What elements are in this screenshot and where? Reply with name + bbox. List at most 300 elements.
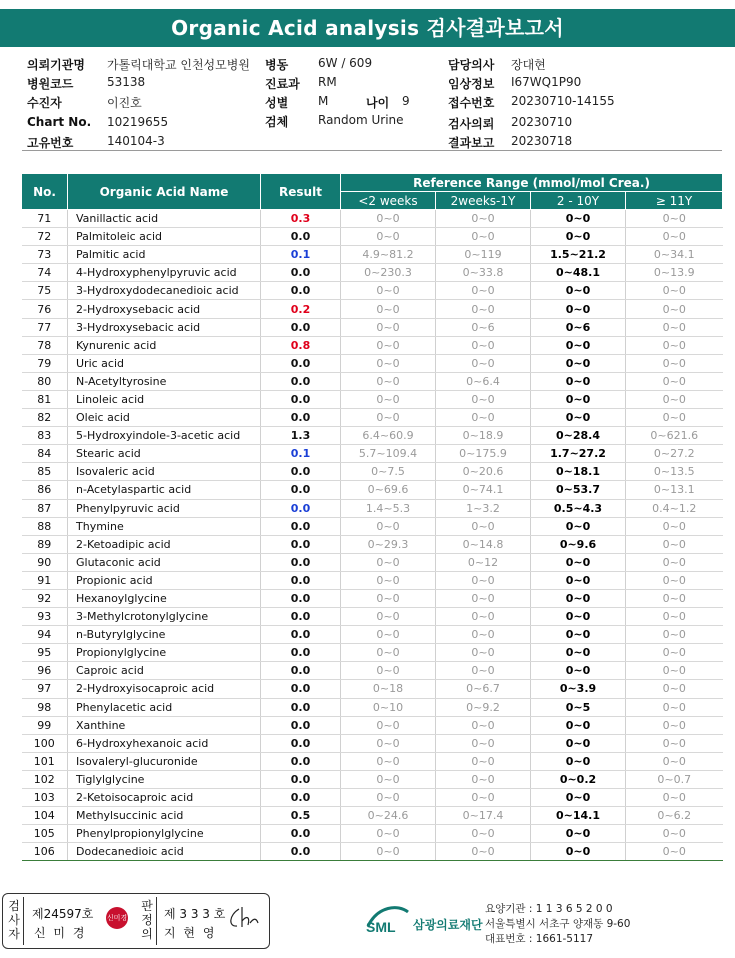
result-value: 0.0 (261, 228, 341, 246)
age-value: 9 (402, 94, 410, 108)
table-row (22, 445, 723, 463)
ref-lt2w: 0~0 (341, 282, 436, 300)
lab-address: 서울특별시 서초구 양재동 9-60 (485, 918, 631, 930)
table-row (22, 589, 723, 607)
acid-name: Uric acid (68, 354, 261, 372)
ref-2-10y: 0~0 (531, 843, 626, 861)
acid-name: Dodecanedioic acid (68, 843, 261, 861)
ref-2-10y: 0~18.1 (531, 463, 626, 481)
table-row (22, 698, 723, 716)
ref-gte11y: 0~13.5 (626, 463, 723, 481)
row-number: 75 (22, 282, 68, 300)
ref-gte11y: 0~6.2 (626, 807, 723, 825)
ref-lt2w: 0~24.6 (341, 807, 436, 825)
row-number: 80 (22, 372, 68, 390)
ref-2-10y: 1.5~21.2 (531, 246, 626, 264)
acid-name: Propionylglycine (68, 644, 261, 662)
row-number: 73 (22, 246, 68, 264)
ref-2w1y: 0~0 (436, 662, 531, 680)
ref-2w1y: 0~0 (436, 843, 531, 861)
acid-name: Tiglylglycine (68, 770, 261, 788)
table-row (22, 481, 723, 499)
ref-2-10y: 0~53.7 (531, 481, 626, 499)
ref-2-10y: 0~0 (531, 734, 626, 752)
row-number: 83 (22, 427, 68, 445)
ref-2w1y: 0~14.8 (436, 535, 531, 553)
logo-mark: SML (366, 919, 396, 935)
tester-seal: 신미경 (106, 907, 128, 929)
row-number: 76 (22, 300, 68, 318)
acid-name: Hexanoylglycine (68, 589, 261, 607)
table-row (22, 680, 723, 698)
ref-gte11y: 0~0 (626, 698, 723, 716)
ref-lt2w: 0~230.3 (341, 264, 436, 282)
ref-lt2w: 0~0 (341, 228, 436, 246)
ref-gte11y: 0~0 (626, 553, 723, 571)
ref-2w1y: 0~175.9 (436, 445, 531, 463)
ref-lt2w: 0~0 (341, 626, 436, 644)
ref-2w1y: 0~0 (436, 571, 531, 589)
row-number: 89 (22, 535, 68, 553)
ref-2w1y: 0~0 (436, 228, 531, 246)
table-row (22, 789, 723, 807)
ward-value: 6W / 609 (318, 56, 373, 70)
row-number: 79 (22, 354, 68, 372)
acid-name: Caproic acid (68, 662, 261, 680)
table-row (22, 517, 723, 535)
row-number: 106 (22, 843, 68, 861)
ref-2w1y: 0~0 (436, 644, 531, 662)
result-value: 0.0 (261, 843, 341, 861)
table-row (22, 499, 723, 517)
divider (23, 897, 24, 945)
result-value: 0.0 (261, 734, 341, 752)
table-row (22, 228, 723, 246)
ref-lt2w: 0~0 (341, 300, 436, 318)
result-value: 0.0 (261, 264, 341, 282)
ref-lt2w: 0~0 (341, 608, 436, 626)
result-value: 0.0 (261, 825, 341, 843)
acid-name: Isovaleric acid (68, 463, 261, 481)
ref-2w1y: 1~3.2 (436, 499, 531, 517)
ref-lt2w: 0~0 (341, 843, 436, 861)
table-row (22, 390, 723, 408)
ref-gte11y: 0~0 (626, 354, 723, 372)
row-number: 98 (22, 698, 68, 716)
table-row (22, 372, 723, 390)
info-divider (22, 150, 722, 151)
ref-gte11y: 0~0 (626, 589, 723, 607)
table-row (22, 825, 723, 843)
ref-2w1y: 0~0 (436, 517, 531, 535)
table-row (22, 716, 723, 734)
ref-gte11y: 0~0 (626, 608, 723, 626)
ref-gte11y: 0~13.1 (626, 481, 723, 499)
result-value: 0.0 (261, 372, 341, 390)
ref-2w1y: 0~0 (436, 770, 531, 788)
ref-2w1y: 0~6.4 (436, 372, 531, 390)
reviewer-license: 제 3 3 3 호 (164, 907, 226, 921)
ref-gte11y: 0~0 (626, 680, 723, 698)
row-number: 104 (22, 807, 68, 825)
acid-name: 6-Hydroxyhexanoic acid (68, 734, 261, 752)
ref-lt2w: 0~0 (341, 553, 436, 571)
acid-name: 3-Hydroxysebacic acid (68, 318, 261, 336)
ref-2-10y: 0~0 (531, 752, 626, 770)
row-number: 90 (22, 553, 68, 571)
acid-name: Linoleic acid (68, 390, 261, 408)
acid-name: Phenylacetic acid (68, 698, 261, 716)
ref-gte11y: 0~0 (626, 390, 723, 408)
lab-code: 요양기관 : 1 1 3 6 5 2 0 0 (485, 903, 613, 915)
ref-2-10y: 0~28.4 (531, 427, 626, 445)
acid-name: 3-Methylcrotonylglycine (68, 608, 261, 626)
ref-2-10y: 0~0 (531, 626, 626, 644)
row-number: 86 (22, 481, 68, 499)
ref-lt2w: 0~29.3 (341, 535, 436, 553)
table-row (22, 210, 723, 228)
request-value: 20230710 (511, 115, 573, 129)
result-value: 0.0 (261, 626, 341, 644)
ref-lt2w: 0~0 (341, 789, 436, 807)
ref-2-10y: 0~0 (531, 553, 626, 571)
unique-value: 140104-3 (107, 134, 165, 148)
col-header-name: Organic Acid Name (68, 174, 261, 210)
ref-gte11y: 0~0 (626, 282, 723, 300)
ref-gte11y: 0~0 (626, 210, 723, 228)
ref-2-10y: 0~0 (531, 354, 626, 372)
receipt-label: 접수번호 (448, 96, 495, 110)
ref-2-10y: 0~6 (531, 318, 626, 336)
ref-2w1y: 0~6 (436, 318, 531, 336)
chart-label: Chart No. (27, 115, 92, 129)
report-label: 결과보고 (448, 136, 495, 150)
row-number: 95 (22, 644, 68, 662)
result-value: 0.2 (261, 300, 341, 318)
ref-2-10y: 1.7~27.2 (531, 445, 626, 463)
ref-gte11y: 0~0 (626, 372, 723, 390)
ref-2w1y: 0~0 (436, 752, 531, 770)
result-value: 0.0 (261, 318, 341, 336)
ref-lt2w: 0~0 (341, 644, 436, 662)
ref-lt2w: 0~0 (341, 825, 436, 843)
doctor-value: 장대현 (511, 58, 546, 72)
acid-name: 5-Hydroxyindole-3-acetic acid (68, 427, 261, 445)
table-row (22, 336, 723, 354)
code-value: 53138 (107, 75, 146, 89)
dept-value: RM (318, 75, 337, 89)
acid-name: Isovaleryl-glucuronide (68, 752, 261, 770)
ref-lt2w: 0~18 (341, 680, 436, 698)
ref-lt2w: 5.7~109.4 (341, 445, 436, 463)
ref-lt2w: 0~0 (341, 318, 436, 336)
row-number: 96 (22, 662, 68, 680)
ref-2w1y: 0~119 (436, 246, 531, 264)
sex-value: M (318, 94, 329, 108)
report-value: 20230718 (511, 134, 573, 148)
ref-gte11y: 0~0 (626, 716, 723, 734)
result-value: 0.0 (261, 789, 341, 807)
ref-gte11y: 0~0.7 (626, 770, 723, 788)
acid-name: Palmitic acid (68, 246, 261, 264)
acid-name: Vanillactic acid (68, 210, 261, 228)
tester-label: 검사자 (8, 899, 20, 941)
ref-2w1y: 0~0 (436, 825, 531, 843)
clinical-value: I67WQ1P90 (511, 75, 582, 89)
row-number: 92 (22, 589, 68, 607)
col-header-ref-2-10y: 2 - 10Y (531, 192, 626, 210)
ref-gte11y: 0~0 (626, 825, 723, 843)
result-value: 0.0 (261, 589, 341, 607)
acid-name: N-Acetyltyrosine (68, 372, 261, 390)
acid-name: Thymine (68, 517, 261, 535)
ref-gte11y: 0~0 (626, 517, 723, 535)
acid-name: Glutaconic acid (68, 553, 261, 571)
result-value: 0.0 (261, 571, 341, 589)
table-row (22, 752, 723, 770)
ref-gte11y: 0.4~1.2 (626, 499, 723, 517)
reviewer-label: 판정의 (141, 899, 153, 941)
name-value: 이진호 (107, 96, 142, 110)
ref-2w1y: 0~18.9 (436, 427, 531, 445)
divider (156, 897, 157, 945)
ref-lt2w: 0~0 (341, 409, 436, 427)
result-value: 0.0 (261, 481, 341, 499)
ref-gte11y: 0~0 (626, 734, 723, 752)
ref-gte11y: 0~0 (626, 662, 723, 680)
ref-2-10y: 0~0 (531, 571, 626, 589)
ref-2-10y: 0~0.2 (531, 770, 626, 788)
ref-2w1y: 0~0 (436, 300, 531, 318)
result-value: 0.0 (261, 553, 341, 571)
table-row (22, 843, 723, 861)
name-label: 수진자 (27, 96, 62, 110)
ref-2-10y: 0~0 (531, 608, 626, 626)
row-number: 97 (22, 680, 68, 698)
row-number: 103 (22, 789, 68, 807)
ref-2w1y: 0~0 (436, 734, 531, 752)
result-value: 0.5 (261, 807, 341, 825)
result-value: 0.0 (261, 716, 341, 734)
result-value: 0.8 (261, 336, 341, 354)
ref-lt2w: 0~0 (341, 390, 436, 408)
row-number: 81 (22, 390, 68, 408)
report-title: Organic Acid analysis 검사결과보고서 (0, 9, 735, 47)
row-number: 100 (22, 734, 68, 752)
table-row (22, 282, 723, 300)
table-row (22, 535, 723, 553)
ref-2w1y: 0~0 (436, 282, 531, 300)
result-value: 0.1 (261, 246, 341, 264)
ref-gte11y: 0~0 (626, 644, 723, 662)
sml-logo-icon (364, 902, 412, 942)
acid-name: Kynurenic acid (68, 336, 261, 354)
table-row (22, 608, 723, 626)
ref-lt2w: 0~0 (341, 589, 436, 607)
row-number: 84 (22, 445, 68, 463)
acid-name: 3-Hydroxydodecanedioic acid (68, 282, 261, 300)
table-row (22, 734, 723, 752)
acid-name: Phenylpropionylglycine (68, 825, 261, 843)
table-row (22, 770, 723, 788)
acid-name: Propionic acid (68, 571, 261, 589)
ref-lt2w: 0~0 (341, 734, 436, 752)
ref-2w1y: 0~0 (436, 354, 531, 372)
ref-gte11y: 0~621.6 (626, 427, 723, 445)
result-value: 0.0 (261, 354, 341, 372)
ref-2w1y: 0~0 (436, 626, 531, 644)
ref-2w1y: 0~0 (436, 409, 531, 427)
signature-image (225, 905, 261, 931)
ref-lt2w: 6.4~60.9 (341, 427, 436, 445)
ref-lt2w: 4.9~81.2 (341, 246, 436, 264)
ref-2-10y: 0~0 (531, 716, 626, 734)
ref-2w1y: 0~0 (436, 789, 531, 807)
doctor-label: 담당의사 (448, 58, 495, 72)
table-row (22, 463, 723, 481)
tester-license: 제24597호 (32, 907, 94, 921)
ref-2-10y: 0~0 (531, 282, 626, 300)
ref-lt2w: 0~10 (341, 698, 436, 716)
ref-2-10y: 0~0 (531, 210, 626, 228)
ref-gte11y: 0~0 (626, 409, 723, 427)
col-header-ref-lt2w: <2 weeks (341, 192, 436, 210)
table-row (22, 571, 723, 589)
row-number: 82 (22, 409, 68, 427)
acid-name: 4-Hydroxyphenylpyruvic acid (68, 264, 261, 282)
acid-name: Xanthine (68, 716, 261, 734)
ref-2-10y: 0~0 (531, 789, 626, 807)
row-number: 105 (22, 825, 68, 843)
acid-name: n-Acetylaspartic acid (68, 481, 261, 499)
unique-label: 고유번호 (27, 136, 74, 150)
ref-gte11y: 0~0 (626, 752, 723, 770)
row-number: 91 (22, 571, 68, 589)
clinical-label: 임상정보 (448, 77, 495, 91)
sex-label: 성별 (265, 96, 289, 110)
ref-lt2w: 0~69.6 (341, 481, 436, 499)
ref-2w1y: 0~12 (436, 553, 531, 571)
ref-gte11y: 0~34.1 (626, 246, 723, 264)
results-table (21, 173, 723, 861)
ref-2w1y: 0~0 (436, 390, 531, 408)
specimen-value: Random Urine (318, 113, 404, 127)
signature-box (2, 893, 270, 949)
ref-2-10y: 0~9.6 (531, 535, 626, 553)
ref-2-10y: 0~0 (531, 372, 626, 390)
col-header-reference: Reference Range (mmol/mol Crea.) (341, 174, 723, 192)
row-number: 74 (22, 264, 68, 282)
ref-2w1y: 0~0 (436, 336, 531, 354)
ref-2w1y: 0~17.4 (436, 807, 531, 825)
ref-lt2w: 0~0 (341, 336, 436, 354)
ref-gte11y: 0~13.9 (626, 264, 723, 282)
result-value: 0.0 (261, 608, 341, 626)
ref-2-10y: 0~0 (531, 336, 626, 354)
ref-2-10y: 0~48.1 (531, 264, 626, 282)
ref-lt2w: 0~0 (341, 354, 436, 372)
ref-2w1y: 0~33.8 (436, 264, 531, 282)
result-value: 0.0 (261, 282, 341, 300)
result-value: 0.0 (261, 499, 341, 517)
reviewer-name: 지 현 영 (164, 926, 217, 940)
ref-lt2w: 0~0 (341, 210, 436, 228)
ref-2-10y: 0~0 (531, 517, 626, 535)
ward-label: 병동 (265, 58, 289, 72)
col-header-result: Result (261, 174, 341, 210)
ref-gte11y: 0~0 (626, 300, 723, 318)
ref-2-10y: 0~5 (531, 698, 626, 716)
table-row (22, 626, 723, 644)
acid-name: 2-Ketoadipic acid (68, 535, 261, 553)
result-value: 0.0 (261, 390, 341, 408)
ref-2-10y: 0~0 (531, 644, 626, 662)
result-value: 1.3 (261, 427, 341, 445)
tester-name: 신 미 경 (34, 926, 87, 940)
hospital-value: 가톨릭대학교 인천성모병원 (107, 58, 250, 72)
lab-info (485, 902, 630, 947)
ref-2w1y: 0~0 (436, 589, 531, 607)
result-value: 0.3 (261, 210, 341, 228)
ref-2w1y: 0~0 (436, 210, 531, 228)
col-header-ref-gte11y: ≥ 11Y (626, 192, 723, 210)
table-row (22, 553, 723, 571)
company-name: 삼광의료재단 (413, 918, 483, 932)
ref-gte11y: 0~0 (626, 318, 723, 336)
ref-2-10y: 0~0 (531, 228, 626, 246)
result-value: 0.0 (261, 752, 341, 770)
result-value: 0.0 (261, 770, 341, 788)
ref-lt2w: 0~0 (341, 517, 436, 535)
ref-gte11y: 0~0 (626, 843, 723, 861)
table-row (22, 644, 723, 662)
age-label: 나이 (366, 96, 390, 110)
col-header-ref-2w1y: 2weeks-1Y (436, 192, 531, 210)
ref-lt2w: 0~0 (341, 372, 436, 390)
row-number: 88 (22, 517, 68, 535)
ref-gte11y: 0~0 (626, 228, 723, 246)
result-value: 0.0 (261, 662, 341, 680)
result-value: 0.0 (261, 517, 341, 535)
ref-gte11y: 0~0 (626, 626, 723, 644)
ref-gte11y: 0~27.2 (626, 445, 723, 463)
row-number: 72 (22, 228, 68, 246)
lab-phone: 대표번호 : 1661-5117 (485, 933, 594, 945)
ref-2w1y: 0~6.7 (436, 680, 531, 698)
ref-lt2w: 1.4~5.3 (341, 499, 436, 517)
table-row (22, 662, 723, 680)
receipt-value: 20230710-14155 (511, 94, 615, 108)
ref-2w1y: 0~74.1 (436, 481, 531, 499)
acid-name: Oleic acid (68, 409, 261, 427)
ref-gte11y: 0~0 (626, 789, 723, 807)
result-value: 0.0 (261, 698, 341, 716)
row-number: 77 (22, 318, 68, 336)
result-value: 0.0 (261, 644, 341, 662)
chart-value: 10219655 (107, 115, 169, 129)
specimen-label: 검체 (265, 115, 289, 129)
acid-name: 2-Ketoisocaproic acid (68, 789, 261, 807)
acid-name: 2-Hydroxyisocaproic acid (68, 680, 261, 698)
result-value: 0.0 (261, 535, 341, 553)
table-row (22, 318, 723, 336)
ref-lt2w: 0~0 (341, 770, 436, 788)
result-value: 0.0 (261, 409, 341, 427)
ref-2-10y: 0~14.1 (531, 807, 626, 825)
row-number: 78 (22, 336, 68, 354)
row-number: 93 (22, 608, 68, 626)
ref-2-10y: 0~0 (531, 825, 626, 843)
